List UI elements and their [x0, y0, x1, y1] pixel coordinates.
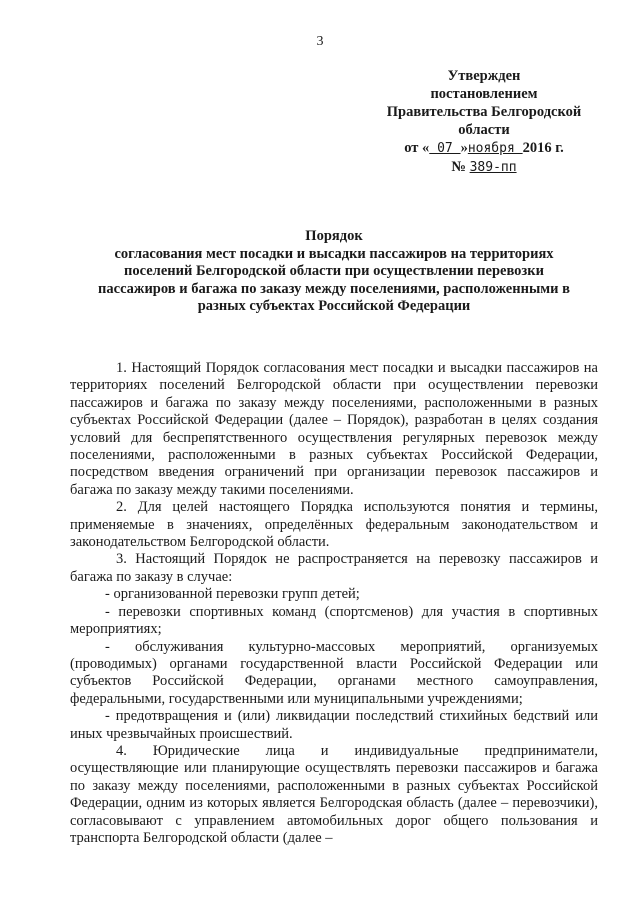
title-line-2: согласования мест посадки и высадки пассажиров на территориях [114, 245, 554, 262]
paragraph-4: 4. Юридические лица и индивидуальные предприниматели, осуществляющие или планирующие осуществлять перевозки пассажиров и багажа по заказу между поселениями, расположенными в разных субъектах Российской Федерации, одним из которых является Белгородская область (далее – перевозчики), согласовывают с управлением автомобильных дорог общего пользования и транспорта Белгородской области (далее – [70, 742, 598, 846]
resolution-number: 389-пп [469, 160, 517, 175]
date-year: 2016 г. [522, 140, 564, 156]
title-line-3: поселений Белгородской области при осуществлении перевозки [124, 263, 544, 279]
approval-date [368, 139, 600, 158]
list-item: - перевозки спортивных команд (спортсменов) для участия в спортивных мероприятиях; [70, 603, 598, 638]
approval-block [368, 67, 600, 177]
approval-line-region: области [458, 122, 510, 138]
title-line-1: Порядок [305, 228, 363, 244]
title-line-4: пассажиров и багажа по заказу между поселениями, расположенными в [98, 280, 570, 297]
document-title [70, 228, 598, 316]
paragraph-3: 3. Настоящий Порядок не распространяется на перевозку пассажиров и багажа по заказу в случае: [70, 551, 598, 585]
approval-number [368, 158, 600, 177]
date-day: 07 [429, 141, 461, 156]
date-prefix: от « [404, 140, 430, 156]
title-line-5: разных субъектах Российской Федерации [197, 298, 471, 314]
list-item: - предотвращения и (или) ликвидации последствий стихийных бедствий или иных чрезвычайных происшествий. [70, 708, 598, 742]
list-item: - организованной перевозки групп детей; [105, 586, 360, 603]
date-month: ноября [467, 141, 523, 156]
date-mid: » [460, 140, 468, 156]
document-body [70, 360, 598, 847]
approval-line-government: Правительства Белгородской [386, 104, 582, 120]
page-number: 3 [316, 34, 324, 49]
number-prefix: № [451, 159, 470, 175]
approval-line-approved: Утвержден [447, 68, 521, 84]
paragraph-2: 2. Для целей настоящего Порядка используются понятия и термины, применяемые в значениях, определённых федеральным законодательством и законодательством Белгородской области. [70, 499, 598, 551]
paragraph-1: 1. Настоящий Порядок согласования мест посадки и высадки пассажиров на территориях поселений Белгородской области при осуществлении перевозки пассажиров и багажа по заказу между поселениями, расположенными в разных субъектах Российской Федерации (далее – Порядок), разработан в целях создания условий для беспрепятственного осуществления регулярных перевозок между поселениями, расположенными в разных субъектах Российской Федерации, посредством введения ограничений при организации перевозок пассажиров и багажа по заказу между такими поселениями. [70, 360, 598, 498]
list-item: - обслуживания культурно-массовых мероприятий, организуемых (проводимых) органами государственной власти Российской Федерации или субъектов Российской Федерации, органами местного самоуправления, федеральными, государственными или муниципальными учреждениями; [70, 638, 598, 707]
approval-line-resolution: постановлением [430, 86, 538, 102]
